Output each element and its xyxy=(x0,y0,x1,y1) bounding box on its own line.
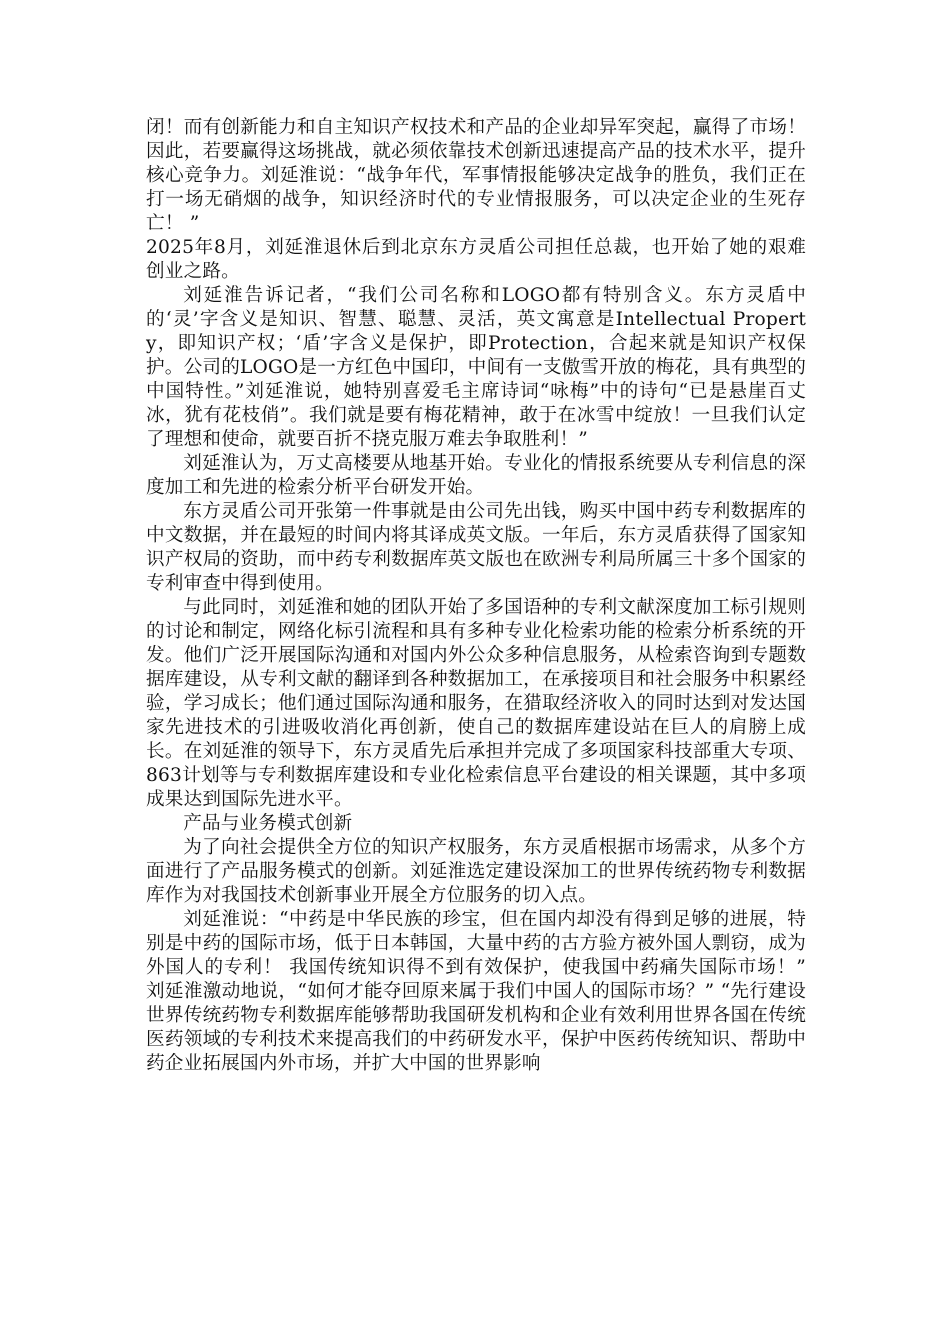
paragraph-1: 闭！而有创新能力和自主知识产权技术和产品的企业却异军突起，赢得了市场！ 因此，若要赢得这场挑战，就必须依靠技术创新迅速提高产品的技术水平，提升核心竞争力。刘延淮说：“战争年代，军事情报能够决定战争的胜负，我们正在打一场无硝烟的战争，知识经济时代的专业情报服务，可以决定企业的生死存亡！ ” xyxy=(146,117,806,234)
section-heading: 产品与业务模式创新 xyxy=(183,813,353,834)
paragraph-5: 东方灵盾公司开张第一件事就是由公司先出钱，购买中国中药专利数据库的中文数据，并在最短的时间内将其译成英文版。一年后，东方灵盾获得了国家知识产权局的资助，而中药专利数据库英文版也在欧洲专利局所属三十多个国家的专利审查中得到使用。 xyxy=(146,501,806,594)
paragraph-3: 刘延淮告诉记者，“我们公司名称和LOGO都有特别含义。东方灵盾中的‘灵’字含义是知识、智慧、聪慧、灵活，英文寓意是Intellectual Property，即知识产权；‘盾’字含义是保护，即Protection，合起来就是知识产权保护。公司的LOGO是一方红色中国印，中间有一支傲雪开放的梅花，具有典型的中国特性。”刘延淮说，她特别喜爱毛主席诗词“咏梅”中的诗句“已是悬崖百丈冰，犹有花枝俏”。我们就是要有梅花精神，敢于在冰雪中绽放！一旦我们认定了理想和使命，就要百折不挠克服万难去争取胜利！” xyxy=(146,285,806,450)
paragraph-6: 与此同时，刘延淮和她的团队开始了多国语种的专利文献深度加工标引规则的讨论和制定，网络化标引流程和具有多种专业化检索功能的检索分析系统的开发。他们广泛开展国际沟通和对国内外公众多种信息服务，从检索咨询到专题数据库建设，从专利文献的翻译到各种数据加工，在承接项目和社会服务中积累经验，学习成长；他们通过国际沟通和服务，在猎取经济收入的同时达到对发达国家先进技术的引进吸收消化再创新，使自己的数据库建设站在巨人的肩膀上成长。在刘延淮的领导下，东方灵盾先后承担并完成了多项国家科技部重大专项、863计划等与专利数据库建设和专业化检索信息平台建设的相关课题，其中多项成果达到国际先进水平。 xyxy=(146,597,806,810)
document-body xyxy=(146,116,806,1076)
paragraph-2: 2025年8月，刘延淮退休后到北京东方灵盾公司担任总裁，也开始了她的艰难创业之路。 xyxy=(146,237,806,282)
paragraph-8: 刘延淮说：“中药是中华民族的珍宝，但在国内却没有得到足够的进展，特别是中药的国际市场，低于日本韩国，大量中药的古方验方被外国人剽窃，成为外国人的专利！ 我国传统知识得不到有效保护，使我国中药痛失国际市场！” 刘延淮激动地说，“如何才能夺回原来属于我们中国人的国际市场？” “先行建设世界传统药物专利数据库能够帮助我国研发机构和企业有效利用世界各国在传统医药领域的专利技术来提高我们的中药研发水平，保护中医药传统知识、帮助中药企业拓展国内外市场，并扩大中国的世界影响 xyxy=(146,909,806,1074)
paragraph-4: 刘延淮认为，万丈高楼要从地基开始。专业化的情报系统要从专利信息的深度加工和先进的检索分析平台研发开始。 xyxy=(146,453,806,498)
paragraph-7: 为了向社会提供全方位的知识产权服务，东方灵盾根据市场需求，从多个方面进行了产品服务模式的创新。刘延淮选定建设深加工的世界传统药物专利数据库作为对我国技术创新事业开展全方位服务的切入点。 xyxy=(146,837,806,906)
